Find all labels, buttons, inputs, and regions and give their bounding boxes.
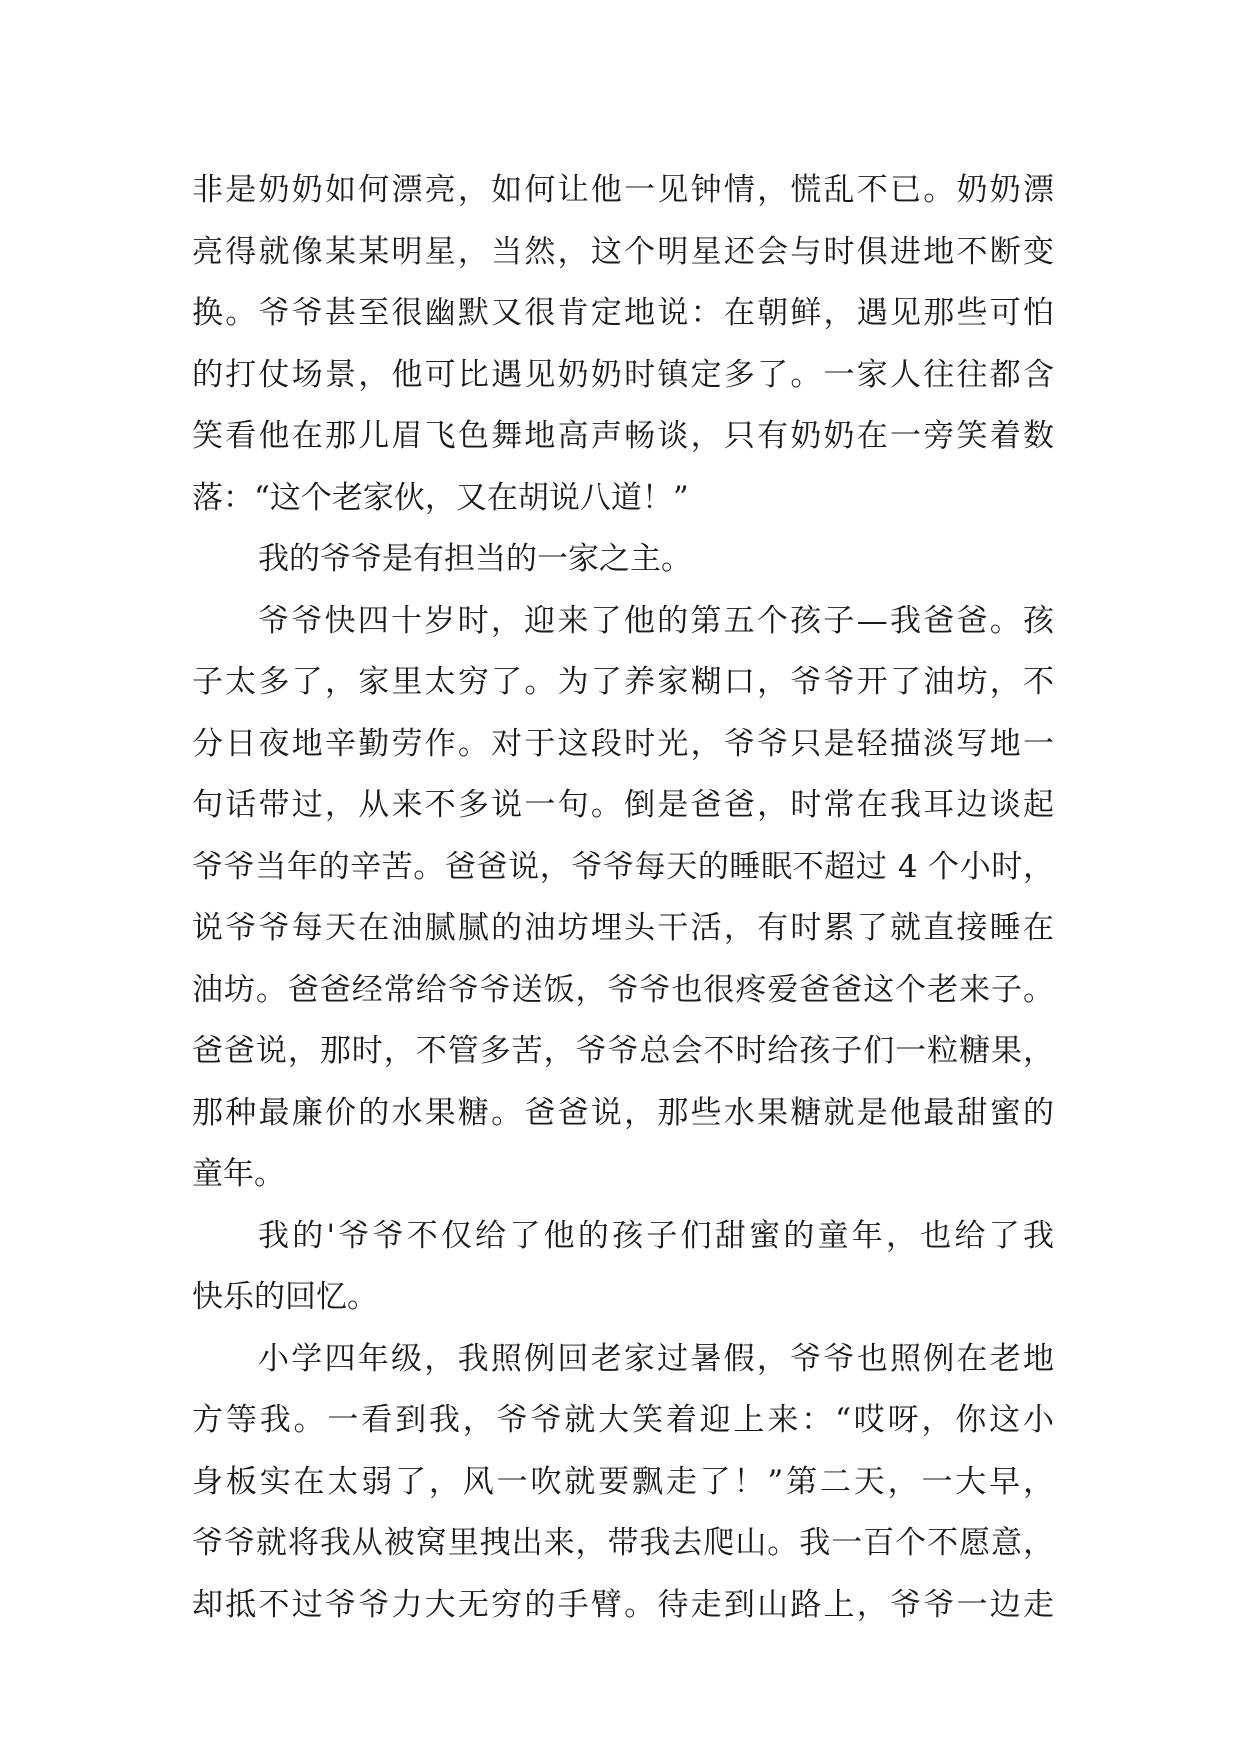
text-line: 却抵不过爷爷力大无穷的手臂。待走到山路上，爷爷一边走 <box>192 1586 1054 1623</box>
text-line: 句话带过，从来不多说一句。倒是爸爸，时常在我耳边谈起 <box>192 787 1054 823</box>
text-line: 身板实在太弱了，风一吹就要飘走了！”第二天，一大早， <box>192 1463 1054 1500</box>
text-line: 笑看他在那儿眉飞色舞地高声畅谈，只有奶奶在一旁笑着数 <box>192 418 1054 454</box>
text-line: 非是奶奶如何漂亮，如何让他一见钟情，慌乱不已。奶奶漂 <box>192 172 1054 208</box>
text-line: 小学四年级，我照例回老家过暑假，爷爷也照例在老地 <box>258 1340 1054 1377</box>
text-line: 分日夜地辛勤劳作。对于这段时光，爷爷只是轻描淡写地一 <box>192 725 1054 762</box>
text-line: 爷爷当年的辛苦。爸爸说，爷爷每天的睡眠不超过 4 个小时， <box>192 848 1054 885</box>
text-line: 快乐的回忆。 <box>192 1279 378 1315</box>
text-line: 那种最廉价的水果糖。爸爸说，那些水果糖就是他最甜蜜的 <box>192 1094 1054 1131</box>
text-line: 童年。 <box>192 1156 285 1192</box>
text-line: 我的爷爷是有担当的一家之主。 <box>258 541 692 577</box>
text-line: 换。爷爷甚至很幽默又很肯定地说：在朝鲜，遇见那些可怕 <box>192 295 1054 331</box>
text-line: 爸爸说，那时，不管多苦，爷爷总会不时给孩子们一粒糖果， <box>192 1033 1054 1069</box>
text-line: 说爷爷每天在油腻腻的油坊埋头干活，有时累了就直接睡在 <box>192 910 1054 946</box>
text-line: 爷爷快四十岁时，迎来了他的第五个孩子—我爸爸。孩 <box>258 602 1054 639</box>
text-line: 子太多了，家里太穷了。为了养家糊口，爷爷开了油坊，不 <box>192 664 1054 700</box>
text-line: 落：“这个老家伙，又在胡说八道！” <box>192 479 689 516</box>
text-line: 爷爷就将我从被窝里拽出来，带我去爬山。我一百个不愿意， <box>192 1525 1054 1561</box>
text-line: 方等我。一看到我，爷爷就大笑着迎上来：“哎呀，你这小 <box>192 1402 1054 1438</box>
body-text <box>192 160 1054 1636</box>
text-line: 油坊。爸爸经常给爷爷送饭，爷爷也很疼爱爸爸这个老来子。 <box>192 971 1054 1008</box>
text-line: 的打仗场景，他可比遇见奶奶时镇定多了。一家人往往都含 <box>192 356 1054 393</box>
text-line: 我的'爷爷不仅给了他的孩子们甜蜜的童年，也给了我 <box>258 1217 1054 1254</box>
text-line: 亮得就像某某明星，当然，这个明星还会与时俱进地不断变 <box>192 233 1054 270</box>
